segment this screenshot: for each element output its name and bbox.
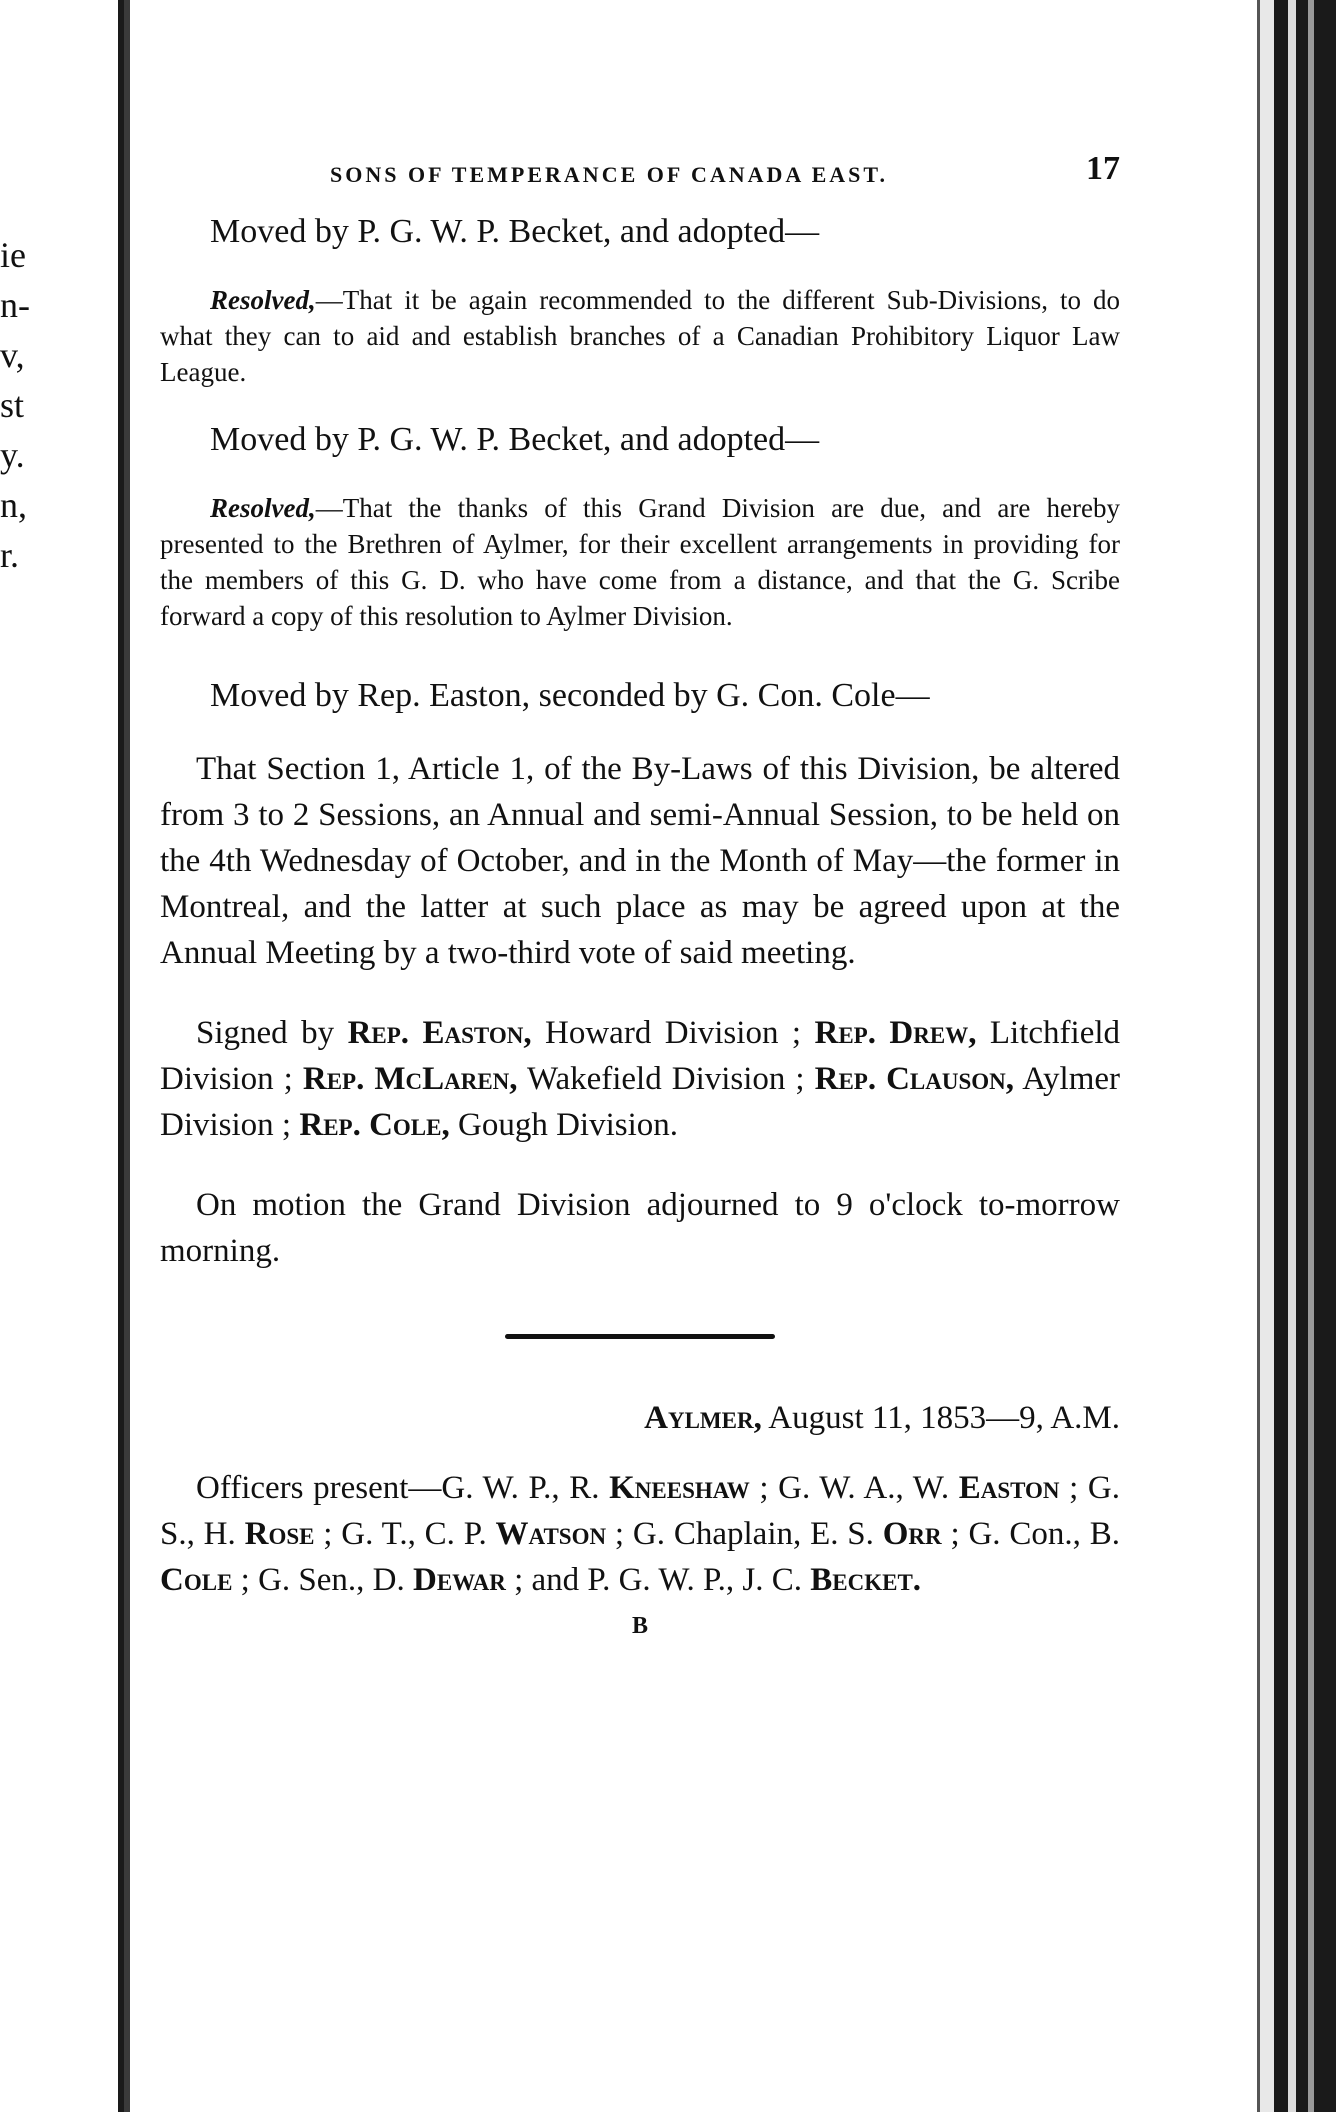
signed-by <box>160 1010 1120 1148</box>
motion-2: Moved by P. G. W. P. Becket, and adopted— <box>210 421 820 458</box>
rep-name: Rep. Clauson, <box>814 1061 1015 1097</box>
rep-division: Howard Division ; <box>531 1015 815 1051</box>
officer-name: Cole <box>160 1562 233 1598</box>
motion-3: Moved by Rep. Easton, seconded by G. Con. Cole— <box>210 677 930 714</box>
officer-name: Rose <box>244 1516 315 1552</box>
adjournment: On motion the Grand Division adjourned to 9 o'clock to-morrow morning. <box>160 1187 1120 1269</box>
rep-name: Rep. McLaren, <box>302 1061 518 1097</box>
fragment: n, <box>0 485 27 525</box>
rep-name: Rep. Easton, <box>347 1015 532 1051</box>
book-spine-edge <box>1274 0 1336 2112</box>
rep-division: Litchfield Division ; <box>160 1015 1121 1097</box>
officer-name: Orr <box>882 1516 942 1552</box>
dateline-place: Aylmer, <box>644 1400 762 1436</box>
fragment: n- <box>0 285 30 325</box>
officer-name: Watson <box>495 1516 607 1552</box>
rep-name: Rep. Cole, <box>299 1107 450 1143</box>
bylaw-amendment: That Section 1, Article 1, of the By-Laws of this Division, be altered from 3 to 2 Sessions, an Annual and semi-Annual Session, to be held on the 4th Wednesday of October, and in the Month of May—the former in Montreal, and the latter at such place as may be agreed upon at the Annual Meeting by a two-third vote of said meeting. <box>160 751 1120 971</box>
resolution-1-text: —That it be again recommended to the different Sub-Divisions, to do what they can to aid and establish branches of a Canadian Prohibitory Liquor Law League. <box>160 285 1120 387</box>
facing-page-edge <box>0 0 124 2112</box>
rep-division: Aylmer Division ; <box>160 1061 1120 1143</box>
page-number: 17 <box>1086 150 1120 187</box>
officers-text: ; and P. G. W. P., J. C. <box>505 1562 811 1598</box>
officers-present <box>160 1465 1120 1603</box>
resolution-2-text: —That the thanks of this Grand Division are due, and are hereby presented to the Brethren of Aylmer, for their excellent arrangements in providing for the members of this G. D. who have come from a distance, and that the G. Scribe forward a copy of this resolution to Aylmer Division. <box>160 493 1120 631</box>
signature-mark: B <box>631 1613 648 1639</box>
fragment: ie <box>0 235 26 275</box>
officers-text: ; G. W. A., W. <box>749 1470 959 1506</box>
officers-text: ; G. S., H. <box>160 1470 1120 1552</box>
officers-text: Officers present—G. W. P., R. <box>196 1470 610 1506</box>
officers-text: ; G. T., C. P. <box>314 1516 496 1552</box>
running-head <box>160 150 1120 210</box>
fragment: v, <box>0 335 25 375</box>
officer-name: Dewar <box>413 1562 506 1598</box>
page-edge-shadow <box>1257 0 1274 2112</box>
fragment: y. <box>0 435 25 475</box>
dateline-date: August 11, 1853—9, A.M. <box>761 1400 1120 1436</box>
officer-name: Kneeshaw <box>609 1470 750 1506</box>
rep-name: Rep. Drew, <box>814 1015 977 1051</box>
resolved-label: Resolved, <box>210 285 316 315</box>
resolved-label: Resolved, <box>210 493 316 523</box>
officer-name: Easton <box>958 1470 1060 1506</box>
dateline <box>160 1395 1120 1441</box>
officers-text: ; G. Chaplain, E. S. <box>606 1516 883 1552</box>
officers-text: ; G. Sen., D. <box>232 1562 413 1598</box>
section-divider <box>505 1334 775 1339</box>
fragment: st <box>0 385 25 425</box>
rep-division: Wakefield Division ; <box>517 1061 815 1097</box>
officer-name: Becket. <box>810 1562 922 1598</box>
resolution-1 <box>160 282 1120 390</box>
facing-page-fragments <box>0 230 60 580</box>
rep-division: Gough Division. <box>449 1107 678 1143</box>
signed-intro: Signed by <box>196 1015 348 1051</box>
book-page <box>160 150 1120 1640</box>
fragment: r. <box>0 535 20 575</box>
running-title: SONS OF TEMPERANCE OF CANADA EAST. <box>330 162 888 187</box>
officers-text: ; G. Con., B. <box>941 1516 1120 1552</box>
resolution-2 <box>160 490 1120 634</box>
motion-1: Moved by P. G. W. P. Becket, and adopted— <box>210 213 820 250</box>
